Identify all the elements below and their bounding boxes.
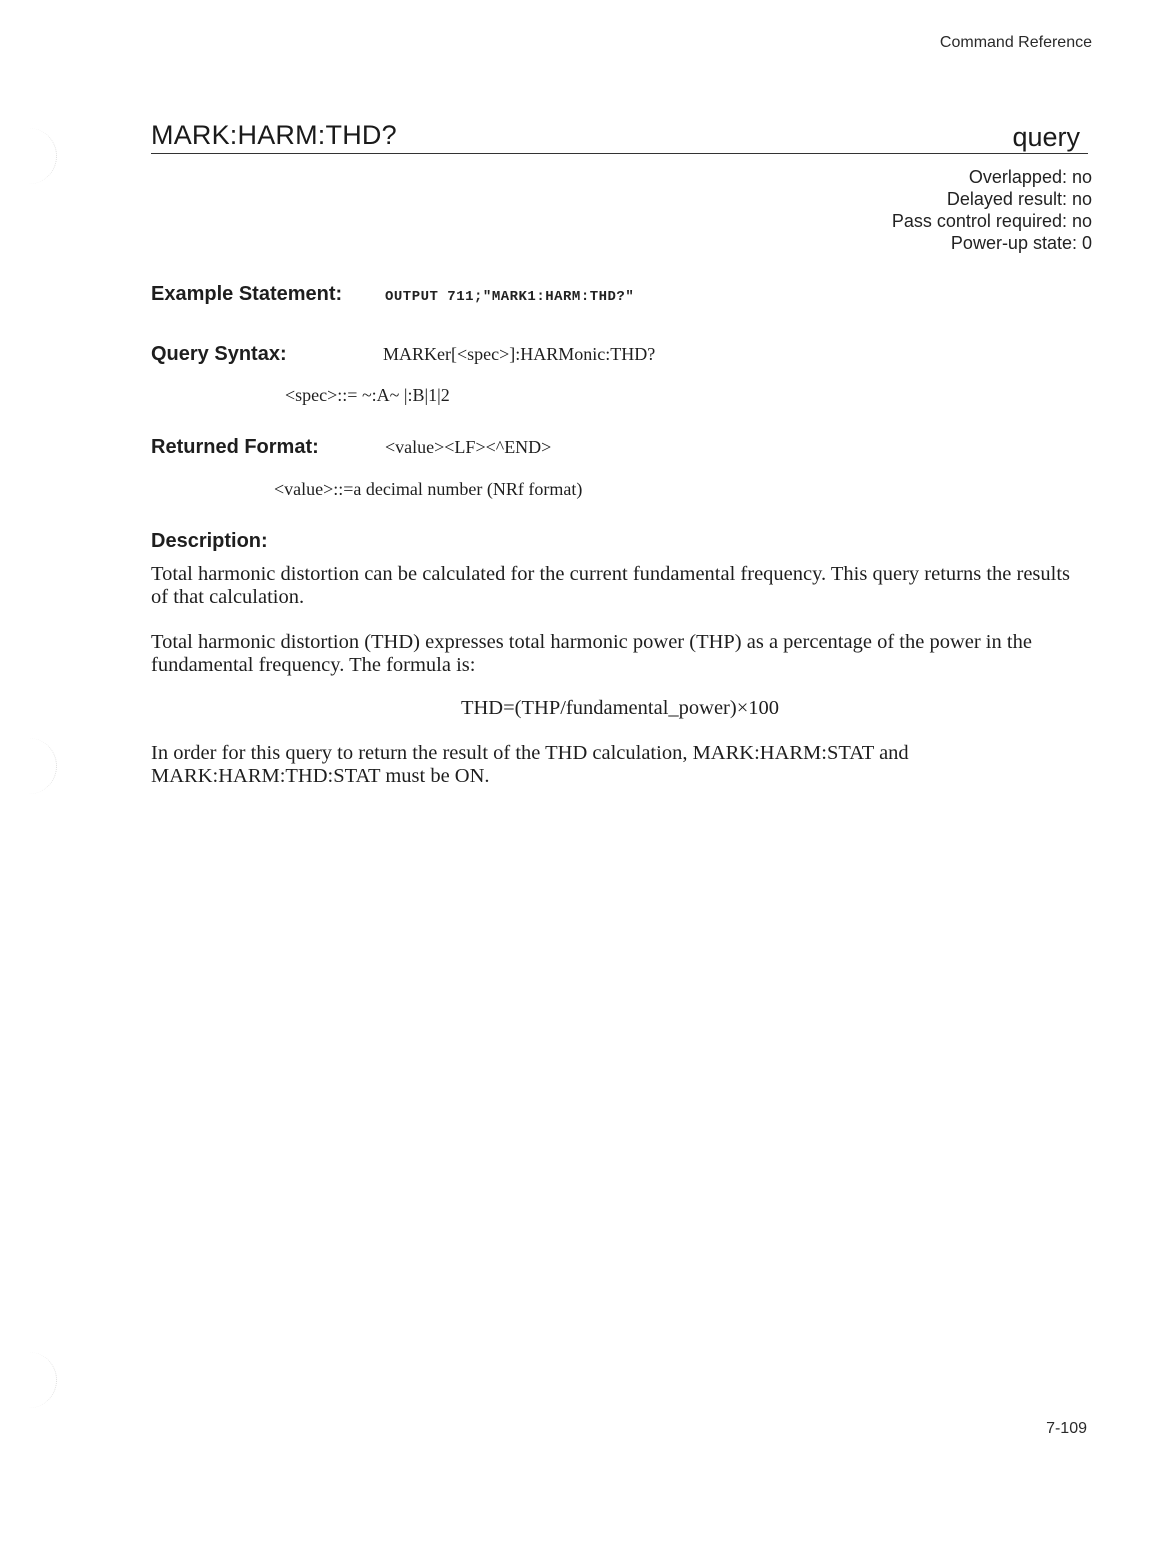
description-paragraph-2: Total harmonic distortion (THD) expresses total harmonic power (THP) as a percentage of the power in the fundamental frequency. The formula is: — [151, 631, 1032, 676]
value-definition: <value>::=a decimal number (NRf format) — [274, 479, 583, 499]
hole-punch-mark — [8, 738, 57, 794]
property-delayed-result: Delayed result: no — [946, 189, 1092, 209]
example-statement-label: Example Statement: — [151, 283, 343, 305]
property-pass-control: Pass control required: no — [891, 211, 1092, 231]
returned-format-label: Returned Format: — [151, 436, 319, 458]
hole-punch-mark — [8, 128, 57, 184]
command-title: MARK:HARM:THD? — [151, 120, 397, 150]
property-power-up-state: Power-up state: 0 — [950, 233, 1092, 253]
description-label: Description: — [151, 530, 268, 552]
running-header: Command Reference — [939, 34, 1092, 51]
example-statement-code: OUTPUT 711;"MARK1:HARM:THD?" — [385, 289, 635, 305]
page-number: 7-109 — [1046, 1420, 1087, 1437]
returned-format-text: <value><LF><^END> — [385, 437, 552, 457]
description-paragraph-3: In order for this query to return the result of the THD calculation, MARK:HARM:STAT and MARK:HARM:THD:STAT must be ON. — [151, 742, 909, 787]
command-properties — [892, 166, 1092, 254]
thd-formula: THD=(THP/fundamental_power)×100 — [460, 697, 780, 719]
query-syntax-label: Query Syntax: — [151, 343, 287, 365]
description-paragraph-1: Total harmonic distortion can be calculated for the current fundamental frequency. This query returns the results of that calculation. — [151, 563, 1071, 608]
command-type: query — [1012, 122, 1080, 152]
spec-definition: <spec>::= ~:A~ |:B|1|2 — [285, 385, 450, 405]
query-syntax-text: MARKer[<spec>]:HARMonic:THD? — [383, 344, 656, 364]
hole-punch-mark — [8, 1352, 57, 1408]
property-overlapped: Overlapped: no — [968, 167, 1092, 187]
title-divider — [151, 153, 1088, 154]
